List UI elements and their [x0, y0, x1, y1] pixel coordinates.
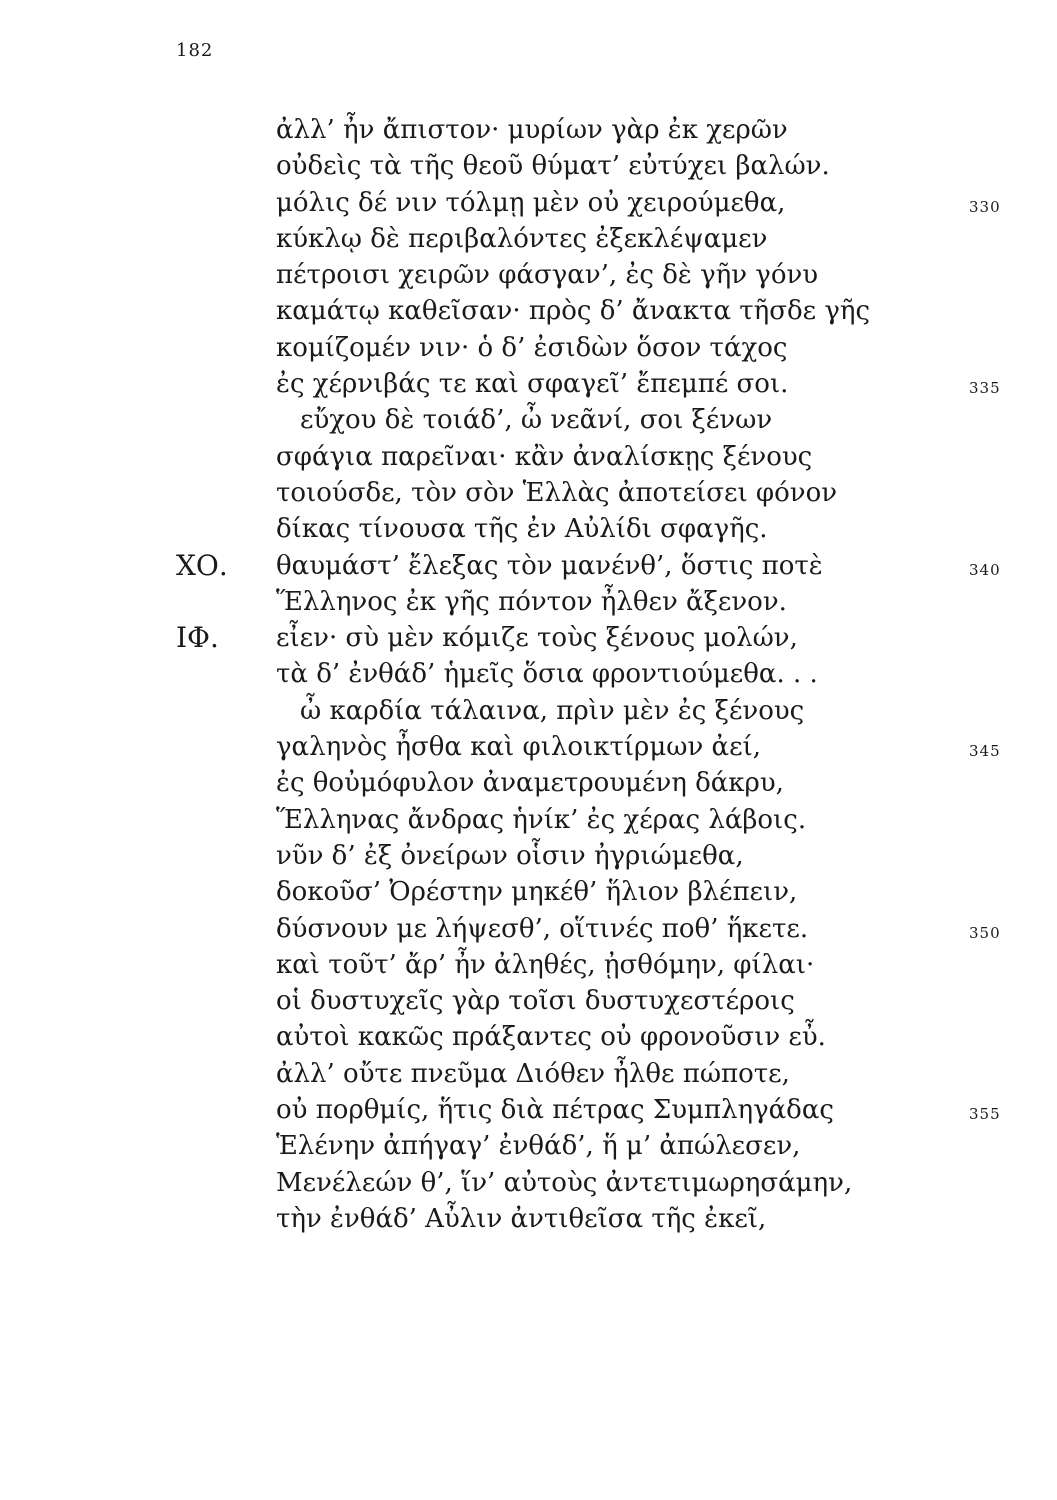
verse-text: καμάτῳ καθεῖσαν· πρὸς δ’ ἄνακτα τῆσδε γῆς: [276, 296, 871, 327]
verse-line: [0, 221, 1057, 257]
verse-text: τὰ δ’ ἐνθάδ’ ἡμεῖς ὅσια φροντιούμεθα. . .: [276, 659, 818, 690]
verse-line: [0, 1128, 1057, 1164]
verse-text: ἀλλ’ ἦν ἄπιστον· μυρίων γὰρ ἐκ χερῶν: [276, 115, 788, 145]
line-number: 340: [969, 560, 1001, 579]
page-number: 182: [176, 40, 214, 61]
verse-text: ὦ καρδία τάλαινα, πρὶν μὲν ἐς ξένους: [300, 695, 805, 726]
verse-text: δύσνουν με λήψεσθ’, οἵτινές ποθ’ ἥκετε.: [276, 913, 809, 944]
verse-text: πέτροισι χειρῶν φάσγαν’, ἐς δὲ γῆν γόνυ: [276, 260, 819, 291]
verse-text: καὶ τοῦτ’ ἄρ’ ἦν ἀληθές, ᾐσθόμην, φίλαι·: [276, 949, 815, 980]
verse-text: οὐ πορθμίς, ἥτις διὰ πέτρας Συμπληγάδας: [276, 1095, 834, 1126]
verse-line: [0, 402, 1057, 438]
verse-text: κύκλῳ δὲ περιβαλόντες ἐξεκλέψαμεν: [276, 223, 768, 254]
verse-block: [0, 112, 1057, 1237]
verse-line: [0, 802, 1057, 838]
verse-line: [0, 1165, 1057, 1201]
verse-line: [0, 548, 1057, 584]
verse-line: [0, 584, 1057, 620]
verse-line: [0, 693, 1057, 729]
verse-text: γαληνὸς ἦσθα καὶ φιλοικτίρμων ἀεί,: [276, 732, 761, 763]
verse-line: [0, 729, 1057, 765]
verse-text: τοιούσδε, τὸν σὸν Ἑλλὰς ἀποτείσει φόνον: [276, 477, 838, 508]
line-number: 355: [969, 1105, 1001, 1124]
verse-line: [0, 511, 1057, 547]
verse-line: [0, 620, 1057, 656]
verse-text: οὐδεὶς τὰ τῆς θεοῦ θύματ’ εὐτύχει βαλών.: [276, 151, 830, 182]
verse-text: δοκοῦσ’ Ὀρέστην μηκέθ’ ἥλιον βλέπειν,: [276, 877, 798, 908]
verse-line: [0, 1056, 1057, 1092]
verse-text: ἐς θοὐμόφυλον ἀναμετρουμένη δάκρυ,: [276, 768, 784, 799]
verse-line: [0, 947, 1057, 983]
verse-text: δίκας τίνουσα τῆς ἐν Αὐλίδι σφαγῆς.: [276, 514, 768, 545]
verse-text: εὔχου δὲ τοιάδ’, ὦ νεᾶνί, σοι ξένων: [300, 405, 773, 436]
verse-text: θαυμάστ’ ἔλεξας τὸν μανένθ’, ὅστις ποτὲ: [276, 550, 823, 581]
verse-text: τὴν ἐνθάδ’ Αὖλιν ἀντιθεῖσα τῆς ἐκεῖ,: [276, 1203, 767, 1234]
verse-text: αὐτοὶ κακῶς πράξαντες οὐ φρονοῦσιν εὖ.: [276, 1022, 826, 1053]
verse-line: [0, 765, 1057, 801]
verse-text: Ἕλληνας ἄνδρας ἡνίκ’ ἐς χέρας λάβοις.: [276, 804, 807, 835]
verse-text: ἐς χέρνιβάς τε καὶ σφαγεῖ’ ἔπεμπέ σοι.: [276, 369, 789, 400]
verse-line: [0, 257, 1057, 293]
verse-line: [0, 185, 1057, 221]
verse-line: [0, 148, 1057, 184]
verse-line: [0, 475, 1057, 511]
verse-line: [0, 1201, 1057, 1237]
line-number: 330: [969, 197, 1001, 216]
verse-line: [0, 330, 1057, 366]
line-number: 350: [969, 923, 1001, 942]
line-number: 345: [969, 742, 1001, 761]
speaker-label: ΙΦ.: [176, 621, 219, 655]
verse-line: [0, 112, 1057, 148]
verse-text: μόλις δέ νιν τόλμῃ μὲν οὐ χειρούμεθα,: [276, 187, 786, 218]
verse-line: [0, 366, 1057, 402]
line-number: 335: [969, 379, 1001, 398]
verse-text: νῦν δ’ ἐξ ὀνείρων οἷσιν ἠγριώμεθα,: [276, 840, 744, 871]
verse-line: [0, 1092, 1057, 1128]
verse-text: σφάγια παρεῖναι· κἂν ἀναλίσκῃς ξένους: [276, 441, 813, 472]
speaker-label: ΧΟ.: [176, 548, 228, 582]
verse-text: Ἕλληνος ἐκ γῆς πόντον ἦλθεν ἄξενον.: [276, 586, 787, 617]
verse-text: ἀλλ’ οὔτε πνεῦμα Διόθεν ἦλθε πώποτε,: [276, 1058, 790, 1089]
verse-text: Μενέλεών θ’, ἵν’ αὐτοὺς ἀντετιμωρησάμην,: [276, 1167, 853, 1198]
verse-line: [0, 439, 1057, 475]
verse-line: [0, 293, 1057, 329]
verse-line: [0, 874, 1057, 910]
verse-line: [0, 983, 1057, 1019]
verse-line: [0, 911, 1057, 947]
verse-line: [0, 656, 1057, 692]
verse-line: [0, 838, 1057, 874]
verse-line: [0, 1019, 1057, 1055]
verse-text: εἶεν· σὺ μὲν κόμιζε τοὺς ξένους μολών,: [276, 623, 798, 654]
verse-text: οἱ δυστυχεῖς γὰρ τοῖσι δυστυχεστέροις: [276, 986, 795, 1017]
verse-text: Ἑλένην ἀπήγαγ’ ἐνθάδ’, ἥ μ’ ἀπώλεσεν,: [276, 1131, 801, 1162]
verse-text: κομίζομέν νιν· ὁ δ’ ἐσιδὼν ὅσον τάχος: [276, 332, 788, 363]
